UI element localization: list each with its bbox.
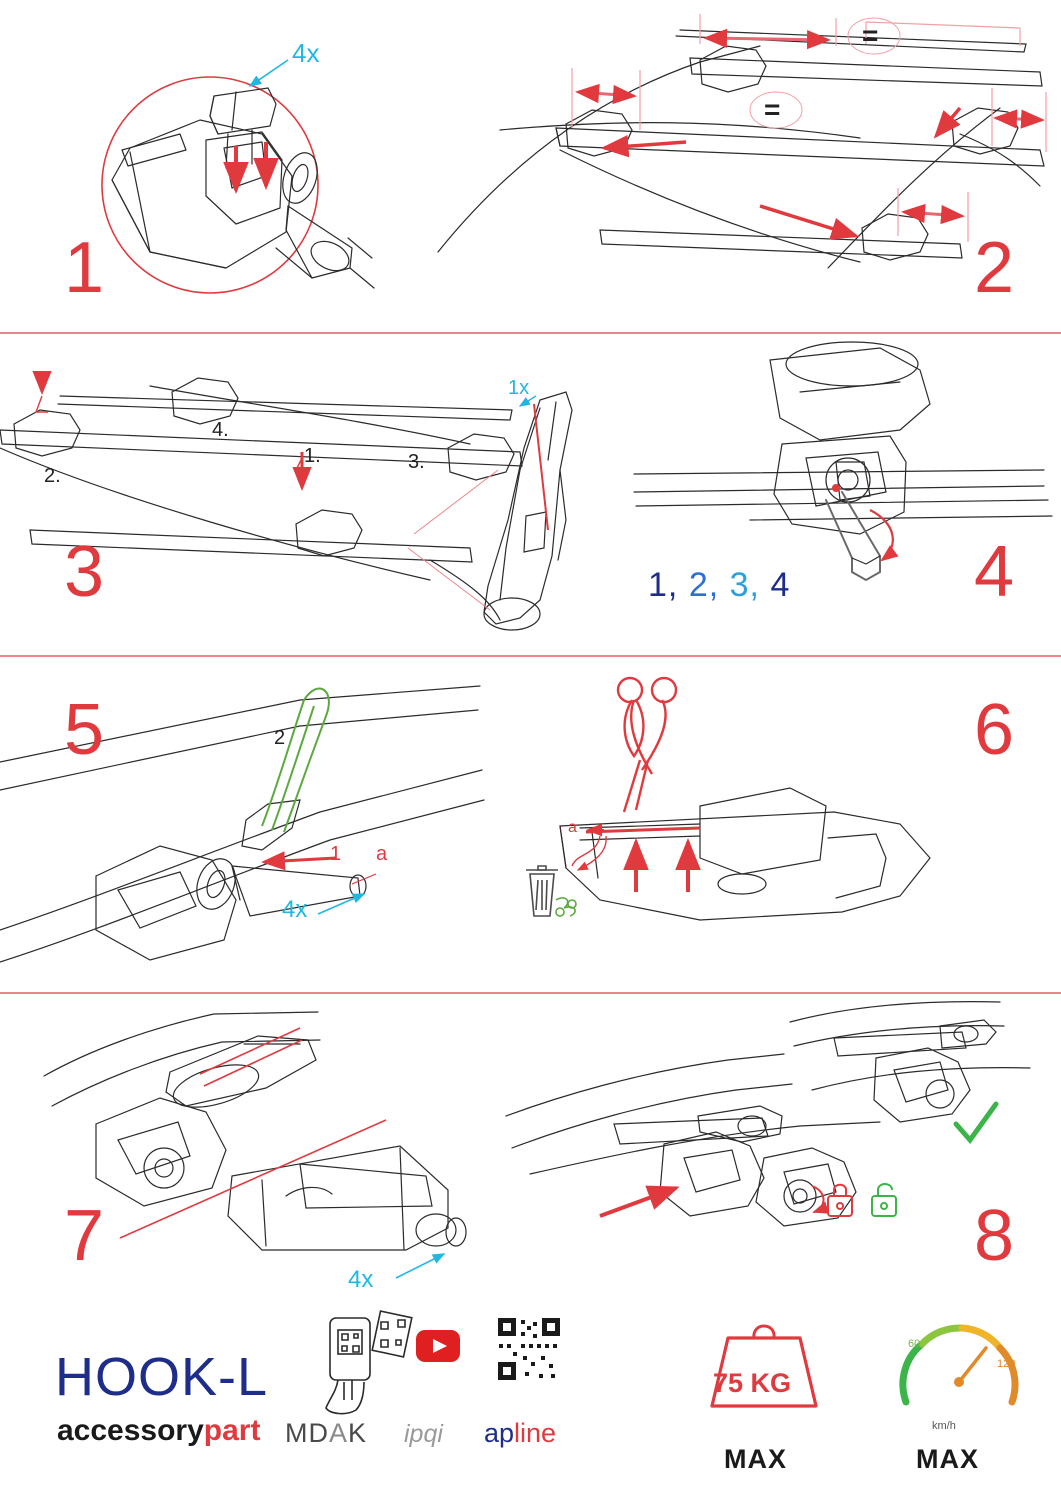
step-number-4: 4 <box>974 532 1013 612</box>
part-label-a-step5: a <box>376 843 388 865</box>
equal-label-top: = <box>862 20 879 51</box>
speed-unit-label: km/h <box>932 1420 956 1432</box>
brand-part-text: part <box>203 1414 261 1447</box>
step-number-5: 5 <box>64 690 103 770</box>
step-number-3: 3 <box>64 532 103 612</box>
qty-label-step5: 4x <box>282 896 308 923</box>
footer <box>0 1300 1061 1500</box>
mdak-md: MD <box>285 1418 329 1448</box>
bolt-sequence-label: 1, 2, 3, 4 <box>648 566 791 604</box>
qty-label-step3: 1x <box>508 377 530 399</box>
step-number-2: 2 <box>974 228 1013 308</box>
apline-line: line <box>514 1418 557 1448</box>
brand-accessory-text: accessory <box>57 1414 204 1447</box>
step-number-7: 7 <box>64 1196 103 1276</box>
divider-1 <box>0 332 1061 334</box>
pull-label-1: 1 <box>330 843 342 865</box>
qty-label-step7: 4x <box>348 1266 374 1293</box>
brand-apline <box>484 1418 556 1449</box>
speed-tick-min: 60 <box>908 1338 921 1350</box>
step-number-6: 6 <box>974 690 1013 770</box>
apline-ap: ap <box>484 1418 515 1448</box>
pull-label-2: 2 <box>274 727 286 749</box>
step-number-1: 1 <box>64 228 103 308</box>
mdak-k: K <box>348 1418 368 1448</box>
order-label-4: 4. <box>212 419 229 441</box>
order-label-2: 2. <box>44 465 61 487</box>
max-weight-label: MAX <box>724 1444 787 1474</box>
brand-mdak <box>285 1418 367 1449</box>
divider-3 <box>0 992 1061 994</box>
max-weight-value: 75 KG <box>713 1368 792 1398</box>
max-speed-label: MAX <box>916 1444 979 1474</box>
divider-2 <box>0 655 1061 657</box>
product-title: HOOK-L <box>55 1347 269 1407</box>
order-label-3: 3. <box>408 451 425 473</box>
order-label-1: 1. <box>304 445 321 467</box>
brand-accessorypart <box>57 1414 260 1448</box>
step-number-8: 8 <box>974 1196 1013 1276</box>
mdak-a: A <box>329 1418 349 1448</box>
speed-tick-max: 120 <box>997 1358 1016 1370</box>
brand-ipqi: ipqi <box>404 1420 443 1448</box>
qty-label-step1: 4x <box>292 38 320 68</box>
equal-label-bottom: = <box>764 94 781 125</box>
part-label-a-step6: a <box>568 819 577 836</box>
